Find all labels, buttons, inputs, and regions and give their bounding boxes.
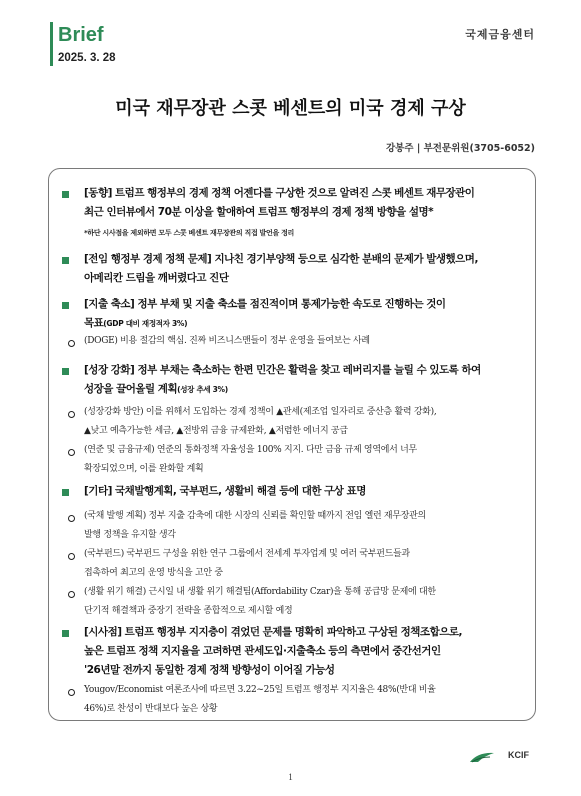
- square-bullet-icon: [62, 368, 69, 375]
- section-line-main: 목표: [84, 317, 104, 329]
- subitem-line: (국채 발행 계획) 정부 지출 감축에 대한 시장의 신뢰를 확인할 때까지 전임 옐런 재무장관의: [84, 511, 426, 521]
- subitem-line: Yougov/Economist 여론조사에 따르면 3.22~25일 트럼프 행정부 지지율은 48%(반대 비율: [84, 685, 436, 695]
- kcif-logo-icon: [468, 750, 496, 764]
- circle-bullet-icon: [68, 449, 75, 456]
- subitem-line: (DOGE) 비용 절감의 핵심. 진짜 비즈니스맨들이 정부 운영을 들여보는 사례: [84, 336, 370, 346]
- subitem-text: [84, 332, 528, 351]
- section-text: [84, 482, 528, 501]
- subitem-text: [84, 681, 528, 719]
- section-line: [지출 축소] 정부 부채 및 지출 축소를 점진적이며 통제가능한 속도로 진행하는 것이: [84, 298, 446, 310]
- subitem-line: 단기적 해결책과 중장기 전략을 종합적으로 제시할 예정: [84, 606, 293, 616]
- subitem-text: [84, 545, 528, 583]
- subitem-text: [84, 441, 528, 479]
- section-line: [시사점] 트럼프 행정부 지지층이 겪었던 문제를 명확히 파악하고 구상된 정책조합으로,: [84, 626, 462, 638]
- section-line: [84, 314, 528, 333]
- brief-date: 2025. 3. 28: [58, 52, 116, 64]
- section-text: [84, 361, 528, 399]
- section-text: [84, 184, 528, 222]
- section-line-small: (GDP 대비 재정적자 3%): [103, 319, 188, 328]
- section-line: 최근 인터뷰에서 70분 이상을 할애하여 트럼프 행정부의 경제 정책 방향을 설명*: [84, 206, 434, 218]
- subitem-line: (생활 위기 해결) 근시일 내 생활 위기 해결팀(Affordability Czar)을 통해 공급망 문제에 대한: [84, 587, 436, 597]
- subitem-line: 발행 정책을 유지할 생각: [84, 530, 176, 540]
- header-accent-bar: [50, 22, 53, 66]
- circle-bullet-icon: [68, 340, 75, 347]
- circle-bullet-icon: [68, 553, 75, 560]
- subitem-line: (국부펀드) 국부펀드 구성을 위한 연구 그룹에서 전세계 투자업계 및 여러 국부펀드들과: [84, 549, 410, 559]
- section-text: [84, 295, 528, 333]
- circle-bullet-icon: [68, 515, 75, 522]
- square-bullet-icon: [62, 191, 69, 198]
- page-number: 1: [288, 772, 293, 782]
- brief-label: Brief: [58, 24, 104, 46]
- subitem-text: [84, 583, 528, 621]
- page-title: 미국 재무장관 스콧 베센트의 미국 경제 구상: [115, 98, 466, 119]
- footer-org-name: KCIF: [508, 750, 529, 760]
- subitem-line: 접촉하여 최고의 운영 방식을 고안 중: [84, 568, 223, 578]
- subitem-line: (연준 및 금융규제) 연준의 통화정책 자율성을 100% 지지. 다만 금융 규제 영역에서 너무: [84, 445, 417, 455]
- section-line: [전임 행정부 경제 정책 문제] 지나친 경기부양책 등으로 심각한 분배의 문제가 발생했으며,: [84, 253, 478, 265]
- org-name: 국제금융센터: [465, 28, 535, 41]
- section-line: [동향] 트럼프 행정부의 경제 정책 어젠다를 구상한 것으로 알려진 스콧 베센트 재무장관이: [84, 187, 475, 199]
- subitem-text: [84, 507, 528, 545]
- section-line-main: 성장을 끌어올릴 계획: [84, 383, 178, 395]
- section-line: [84, 380, 528, 399]
- section-line: '26년말 전까지 동일한 경제 정책 방향성이 이어질 가능성: [84, 664, 335, 676]
- square-bullet-icon: [62, 302, 69, 309]
- circle-bullet-icon: [68, 689, 75, 696]
- circle-bullet-icon: [68, 411, 75, 418]
- section-line: 아메리칸 드림을 깨버렸다고 진단: [84, 272, 229, 284]
- subitem-line: 46%)로 찬성이 반대보다 높은 상황: [84, 704, 218, 714]
- section-note: *하단 시사점을 제외하면 모두 스콧 베센트 재무장관의 직접 발언을 정리: [84, 229, 294, 237]
- square-bullet-icon: [62, 630, 69, 637]
- subitem-text: [84, 403, 528, 441]
- author-line: 강봉주 | 부전문위원(3705-6052): [385, 143, 535, 154]
- circle-bullet-icon: [68, 591, 75, 598]
- section-line: 높은 트럼프 정책 지지율을 고려하면 관세도입·지출축소 등의 측면에서 중간선거인: [84, 645, 441, 657]
- subitem-line: (성장강화 방안) 이를 위해서 도입하는 경제 정책이 ▲관세(제조업 일자리로 중산층 활력 강화),: [84, 407, 437, 417]
- square-bullet-icon: [62, 489, 69, 496]
- section-line: [성장 강화] 정부 부채는 축소하는 한편 민간은 활력을 찾고 레버리지를 늘릴 수 있도록 하여: [84, 364, 481, 376]
- square-bullet-icon: [62, 257, 69, 264]
- section-line-small: (성장 추세 3%): [177, 385, 228, 394]
- section-text: [84, 623, 528, 680]
- section-line: [기타] 국채발행계획, 국부펀드, 생활비 해결 등에 대한 구상 표명: [84, 485, 366, 497]
- subitem-line: 확장되었으며, 이를 완화할 계획: [84, 464, 204, 474]
- subitem-line: ▲낮고 예측가능한 세금, ▲전방위 금융 규제완화, ▲저렴한 에너지 공급: [84, 426, 348, 436]
- section-text: [84, 250, 528, 288]
